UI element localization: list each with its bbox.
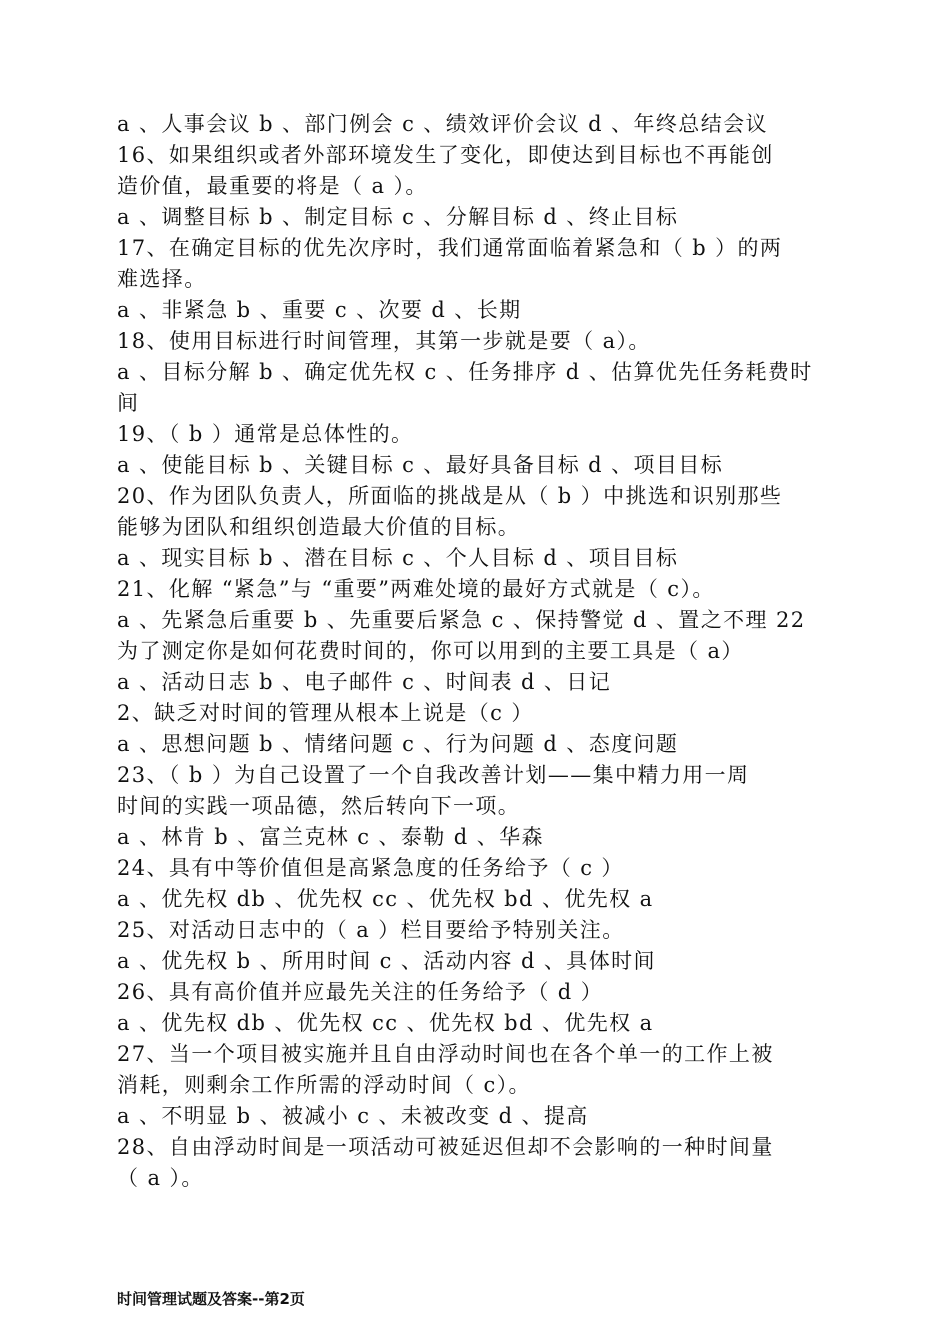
question-2: 2、缺乏对时间的管理从根本上说是（c ）	[117, 701, 534, 725]
text-line: （ a ）。	[117, 1166, 204, 1190]
text-line: 造价值，最重要的将是（ a ）。	[117, 174, 428, 198]
question-22: 为了测定你是如何花费时间的，你可以用到的主要工具是（ a）	[117, 639, 744, 663]
options-26: a 、优先权 db 、优先权 cc 、优先权 bd 、优先权 a	[117, 1011, 654, 1035]
question-26: 26、具有高价值并应最先关注的任务给予（ d ）	[117, 980, 604, 1004]
text-line: 难选择。	[117, 267, 207, 291]
document-body	[117, 109, 832, 1194]
question-25: 25、对活动日志中的（ a ）栏目要给予特别关注。	[117, 918, 625, 942]
question-23: 23、（ b ）为自己设置了一个自我改善计划——集中精力用一周	[117, 763, 750, 787]
text-line: a 、人事会议 b 、部门例会 c 、绩效评价会议 d 、年终总结会议	[117, 112, 768, 136]
options-25: a 、优先权 b 、所用时间 c 、活动内容 d 、具体时间	[117, 949, 656, 973]
options-17: a 、非紧急 b 、重要 c 、次要 d 、长期	[117, 298, 522, 322]
question-20: 20、作为团队负责人，所面临的挑战是从（ b ）中挑选和识别那些	[117, 484, 783, 508]
question-19: 19、（ b ）通常是总体性的。	[117, 422, 414, 446]
question-24: 24、具有中等价值但是高紧急度的任务给予（ c ）	[117, 856, 624, 880]
question-17: 17、在确定目标的优先次序时，我们通常面临着紧急和（ b ）的两	[117, 236, 783, 260]
text-line: 消耗，则剩余工作所需的浮动时间（ c）。	[117, 1073, 531, 1097]
text-line: 时间的实践一项品德，然后转向下一项。	[117, 794, 521, 818]
options-18: a 、目标分解 b 、确定优先权 c 、任务排序 d 、估算优先任务耗费时	[117, 360, 813, 384]
options-2: a 、思想问题 b 、情绪问题 c 、行为问题 d 、态度问题	[117, 732, 679, 756]
options-22: a 、活动日志 b 、电子邮件 c 、时间表 d 、日记	[117, 670, 612, 694]
options-16: a 、调整目标 b 、制定目标 c 、分解目标 d 、终止目标	[117, 205, 679, 229]
question-27: 27、当一个项目被实施并且自由浮动时间也在各个单一的工作上被	[117, 1042, 774, 1066]
options-24: a 、优先权 db 、优先权 cc 、优先权 bd 、优先权 a	[117, 887, 654, 911]
question-18: 18、使用目标进行时间管理，其第一步就是要（ a）。	[117, 329, 651, 353]
question-21: 21、化解 “紧急”与 “重要”两难处境的最好方式就是（ c）。	[117, 577, 715, 601]
text-line: 能够为团队和组织创造最大价值的目标。	[117, 515, 521, 539]
question-28: 28、自由浮动时间是一项活动可被延迟但却不会影响的一种时间量	[117, 1135, 774, 1159]
options-20: a 、现实目标 b 、潜在目标 c 、个人目标 d 、项目目标	[117, 546, 679, 570]
options-21: a 、先紧急后重要 b 、先重要后紧急 c 、保持警觉 d 、置之不理 22	[117, 608, 806, 632]
question-16: 16、如果组织或者外部环境发生了变化，即使达到目标也不再能创	[117, 143, 774, 167]
text-line: 间	[117, 391, 140, 415]
options-19: a 、使能目标 b 、关键目标 c 、最好具备目标 d 、项目目标	[117, 453, 724, 477]
options-27: a 、不明显 b 、被减小 c 、未被改变 d 、提高	[117, 1104, 589, 1128]
options-23: a 、林肯 b 、富兰克林 c 、泰勒 d 、华森	[117, 825, 544, 849]
page-footer: 时间管理试题及答案--第2页	[117, 1290, 305, 1308]
